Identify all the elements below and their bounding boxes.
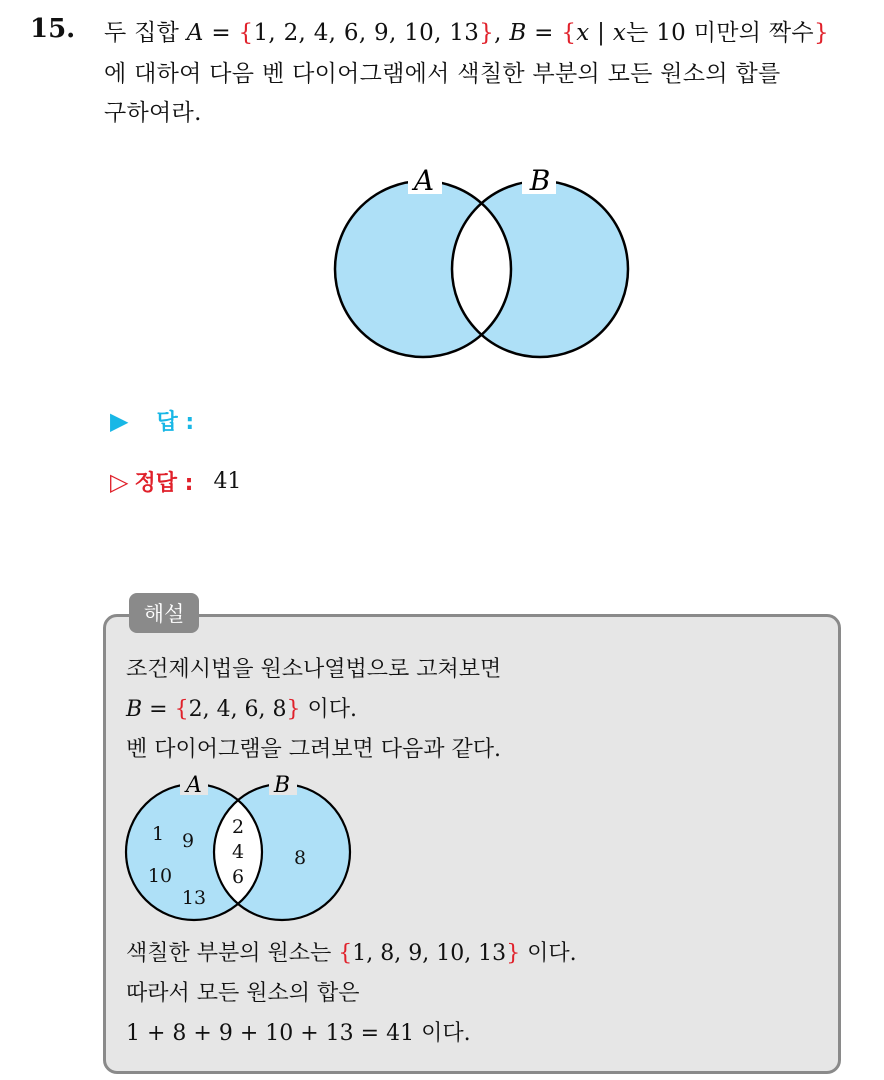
shaded-elements: 1, 8, 9, 10, 13 bbox=[352, 941, 507, 966]
set-b-var2: x bbox=[612, 20, 627, 46]
solution-line-1: 조건제시법을 원소나열법으로 고쳐보면 bbox=[126, 657, 502, 682]
solution-line-6: 1 + 8 + 9 + 10 + 13 = 41 이다. bbox=[126, 1021, 471, 1046]
answer-arrow-icon: ▶ bbox=[110, 406, 129, 435]
equals: = bbox=[142, 697, 175, 722]
solution-line4-suffix: 이다. bbox=[520, 941, 577, 966]
element-1: 1 bbox=[151, 823, 165, 845]
set-b-bar: | bbox=[589, 20, 613, 46]
correct-value: 41 bbox=[213, 469, 242, 494]
answer-label: 답 : bbox=[156, 410, 195, 435]
solution-set-b: B bbox=[126, 697, 143, 722]
element-2: 2 bbox=[231, 816, 245, 838]
solution-line4-prefix: 색칠한 부분의 원소는 bbox=[126, 941, 339, 966]
brace-close: } bbox=[813, 20, 829, 46]
question-number: 15. bbox=[30, 14, 76, 44]
solution-line-3: 벤 다이어그램을 그려보면 다음과 같다. bbox=[126, 737, 501, 762]
venn-label-b: B bbox=[529, 164, 551, 197]
comma: , bbox=[494, 20, 510, 46]
brace-open: { bbox=[561, 20, 577, 46]
element-9: 9 bbox=[181, 830, 195, 852]
brace-close: } bbox=[506, 941, 521, 966]
correct-arrow-icon: ▷ bbox=[110, 467, 129, 496]
element-8: 8 bbox=[293, 847, 307, 869]
brace-open: { bbox=[238, 20, 254, 46]
venn-label-a: A bbox=[413, 164, 435, 197]
solution-line-4 bbox=[126, 936, 577, 967]
set-b-var: x bbox=[576, 20, 590, 46]
element-6: 6 bbox=[231, 866, 245, 888]
equals: = bbox=[526, 20, 562, 46]
brace-open: { bbox=[174, 697, 189, 722]
element-10: 10 bbox=[147, 865, 173, 887]
small-venn-label-b: B bbox=[273, 773, 291, 798]
solution-suffix: 이다. bbox=[300, 697, 358, 722]
equals: = bbox=[203, 20, 239, 46]
small-venn-label-a: A bbox=[186, 773, 202, 798]
question-prefix: 두 집합 bbox=[104, 20, 187, 46]
solution-tag: 해설 bbox=[129, 593, 199, 633]
brace-close: } bbox=[479, 20, 495, 46]
question-line-2: 에 대하여 다음 벤 다이어그램에서 색칠한 부분의 모든 원소의 합를 bbox=[104, 61, 781, 87]
brace-close: } bbox=[286, 697, 301, 722]
set-b-name: B bbox=[509, 20, 527, 46]
solution-set-b-elements: 2, 4, 6, 8 bbox=[188, 697, 287, 722]
solution-line-5: 따라서 모든 원소의 합은 bbox=[126, 981, 360, 1006]
element-4: 4 bbox=[231, 841, 245, 863]
set-b-condition: 는 10 미만의 짝수 bbox=[626, 20, 814, 46]
set-a-name: A bbox=[186, 20, 204, 46]
element-13: 13 bbox=[181, 887, 207, 909]
question-line-3: 구하여라. bbox=[104, 100, 202, 126]
set-a-elements: 1, 2, 4, 6, 9, 10, 13 bbox=[253, 20, 480, 46]
correct-label: 정답 : bbox=[134, 471, 194, 496]
brace-open: { bbox=[338, 941, 353, 966]
